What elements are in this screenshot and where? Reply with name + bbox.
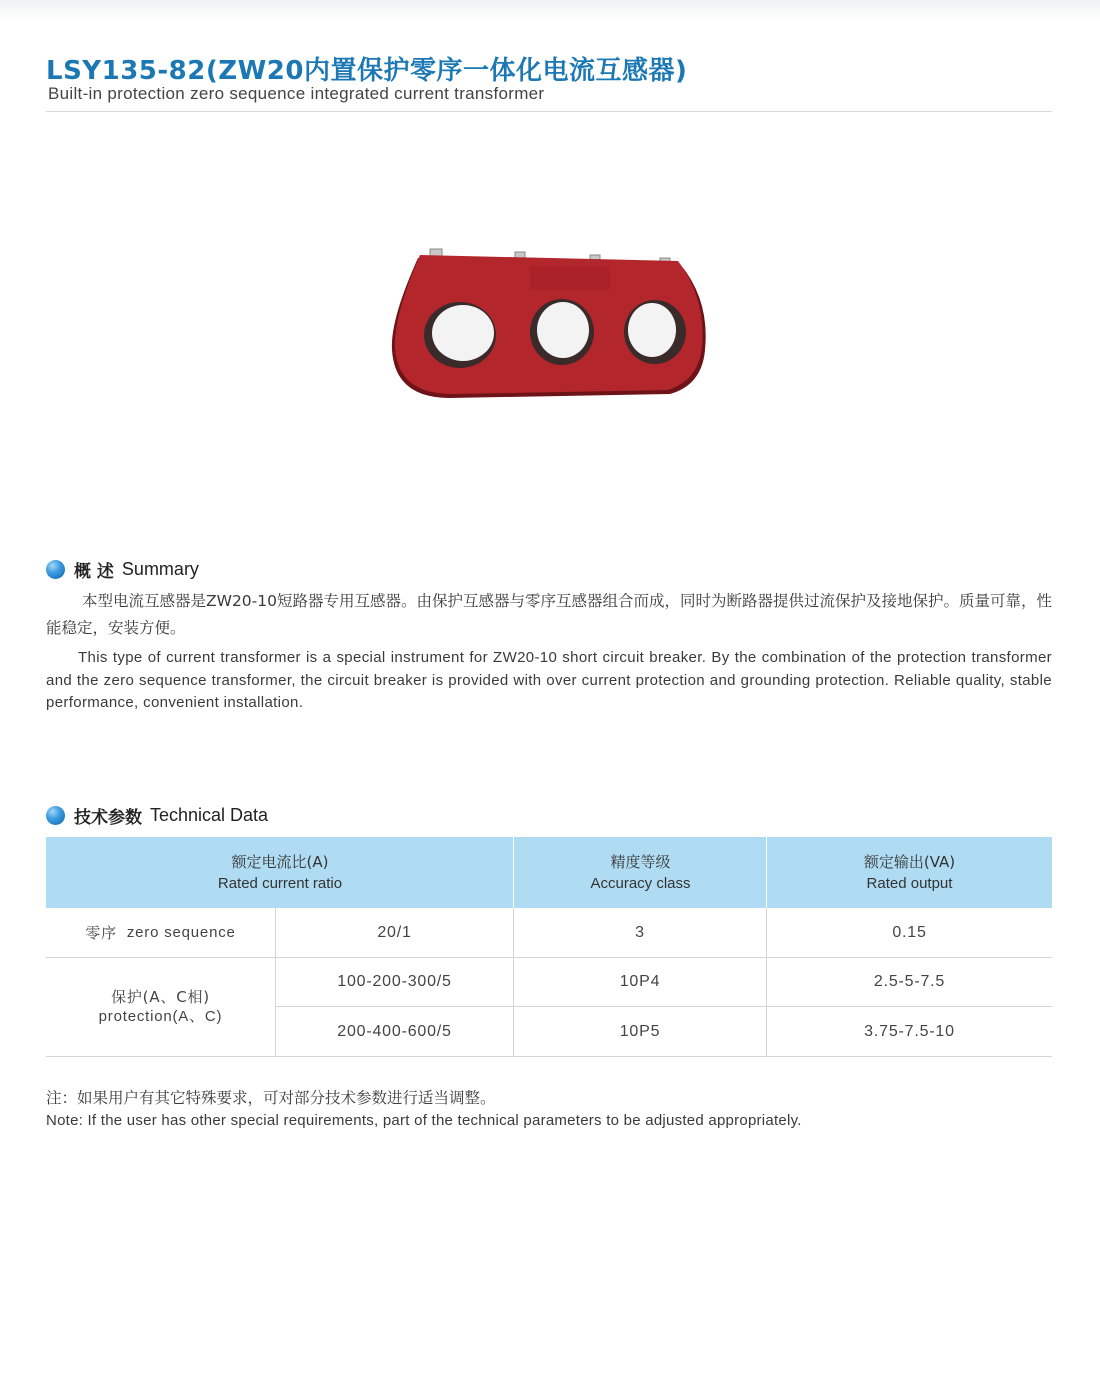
- note-en: Note: If the user has other special requirements, part of the technical parameters to be adjusted appropriately.: [46, 1112, 802, 1129]
- table-cell-accuracy: 10P5: [619, 1022, 661, 1040]
- technical-heading-zh: 技术参数: [74, 807, 142, 828]
- col-header-output-zh: 额定输出(VA): [863, 852, 956, 871]
- col-header-accuracy: [514, 837, 767, 908]
- col-header-accuracy-en: Accuracy class: [590, 874, 691, 892]
- col-header-accuracy-zh: 精度等级: [610, 852, 671, 871]
- page-title: LSY135-82(ZW20内置保护零序一体化电流互感器): [46, 56, 688, 86]
- summary-text-zh: 本型电流互感器是ZW20-10短路器专用互感器。由保护互感器与零序互感器组合而成，同时为断路器提供过流保护及接地保护。质量可靠，性能稳定，安装方便。: [46, 592, 1052, 637]
- col-header-ratio: [46, 837, 514, 908]
- summary-text-en: This type of current transformer is a special instrument for ZW20-10 short circuit breaker. By the combination of the protection transformer and the zero sequence transformer, the circuit breaker is provided with over current protection and grounding protection. Reliable quality, stable performance, convenient installation.: [46, 649, 1052, 711]
- grid-line: [46, 1056, 1052, 1057]
- transformer-holes: [424, 299, 686, 368]
- product-photo: [380, 240, 720, 410]
- header-divider-1: [513, 837, 514, 908]
- summary-heading-zh: 概 述: [74, 561, 114, 582]
- table-cell-ratio: 200-400-600/5: [337, 1022, 452, 1040]
- table-cell-output: 2.5-5-7.5: [873, 973, 946, 990]
- table-row-label-zero-sequence: [46, 908, 275, 957]
- header-divider: [46, 111, 1052, 112]
- col-header-output: [767, 837, 1052, 908]
- table-header-row: [46, 837, 1052, 908]
- bullet-icon: [46, 560, 65, 579]
- table-cell-ratio: 20/1: [377, 923, 412, 941]
- row-label-en: zero sequence: [126, 923, 236, 941]
- table-cell-ratio: 100-200-300/5: [337, 973, 452, 990]
- summary-heading-en: Summary: [121, 558, 199, 579]
- row-label-zh: 零序: [85, 923, 117, 942]
- nameplate-area: [530, 266, 610, 290]
- table-cell-accuracy: 3: [635, 923, 645, 941]
- page-subtitle: Built-in protection zero sequence integrated current transformer: [48, 84, 545, 103]
- summary-heading: [46, 556, 199, 582]
- row-label-zh: 保护(A、C相): [111, 988, 210, 1006]
- bullet-icon: [46, 806, 65, 825]
- table-row-label-protection: [46, 958, 275, 1056]
- table-cell-accuracy: 10P4: [619, 973, 661, 990]
- row-label-en: protection(A、C): [98, 1008, 223, 1025]
- table-cell-output: 3.75-7.5-10: [864, 1022, 955, 1040]
- col-header-output-en: Rated output: [866, 874, 953, 892]
- header-divider-2: [766, 837, 767, 908]
- technical-heading: [46, 802, 268, 828]
- col-header-ratio-zh: 额定电流比(A): [231, 852, 329, 871]
- table-cell-output: 0.15: [892, 923, 927, 941]
- col-header-ratio-en: Rated current ratio: [217, 874, 343, 892]
- note-zh: 注：如果用户有其它特殊要求，可对部分技术参数进行适当调整。: [46, 1089, 496, 1107]
- technical-heading-en: Technical Data: [150, 804, 269, 825]
- top-gradient: [0, 0, 1100, 22]
